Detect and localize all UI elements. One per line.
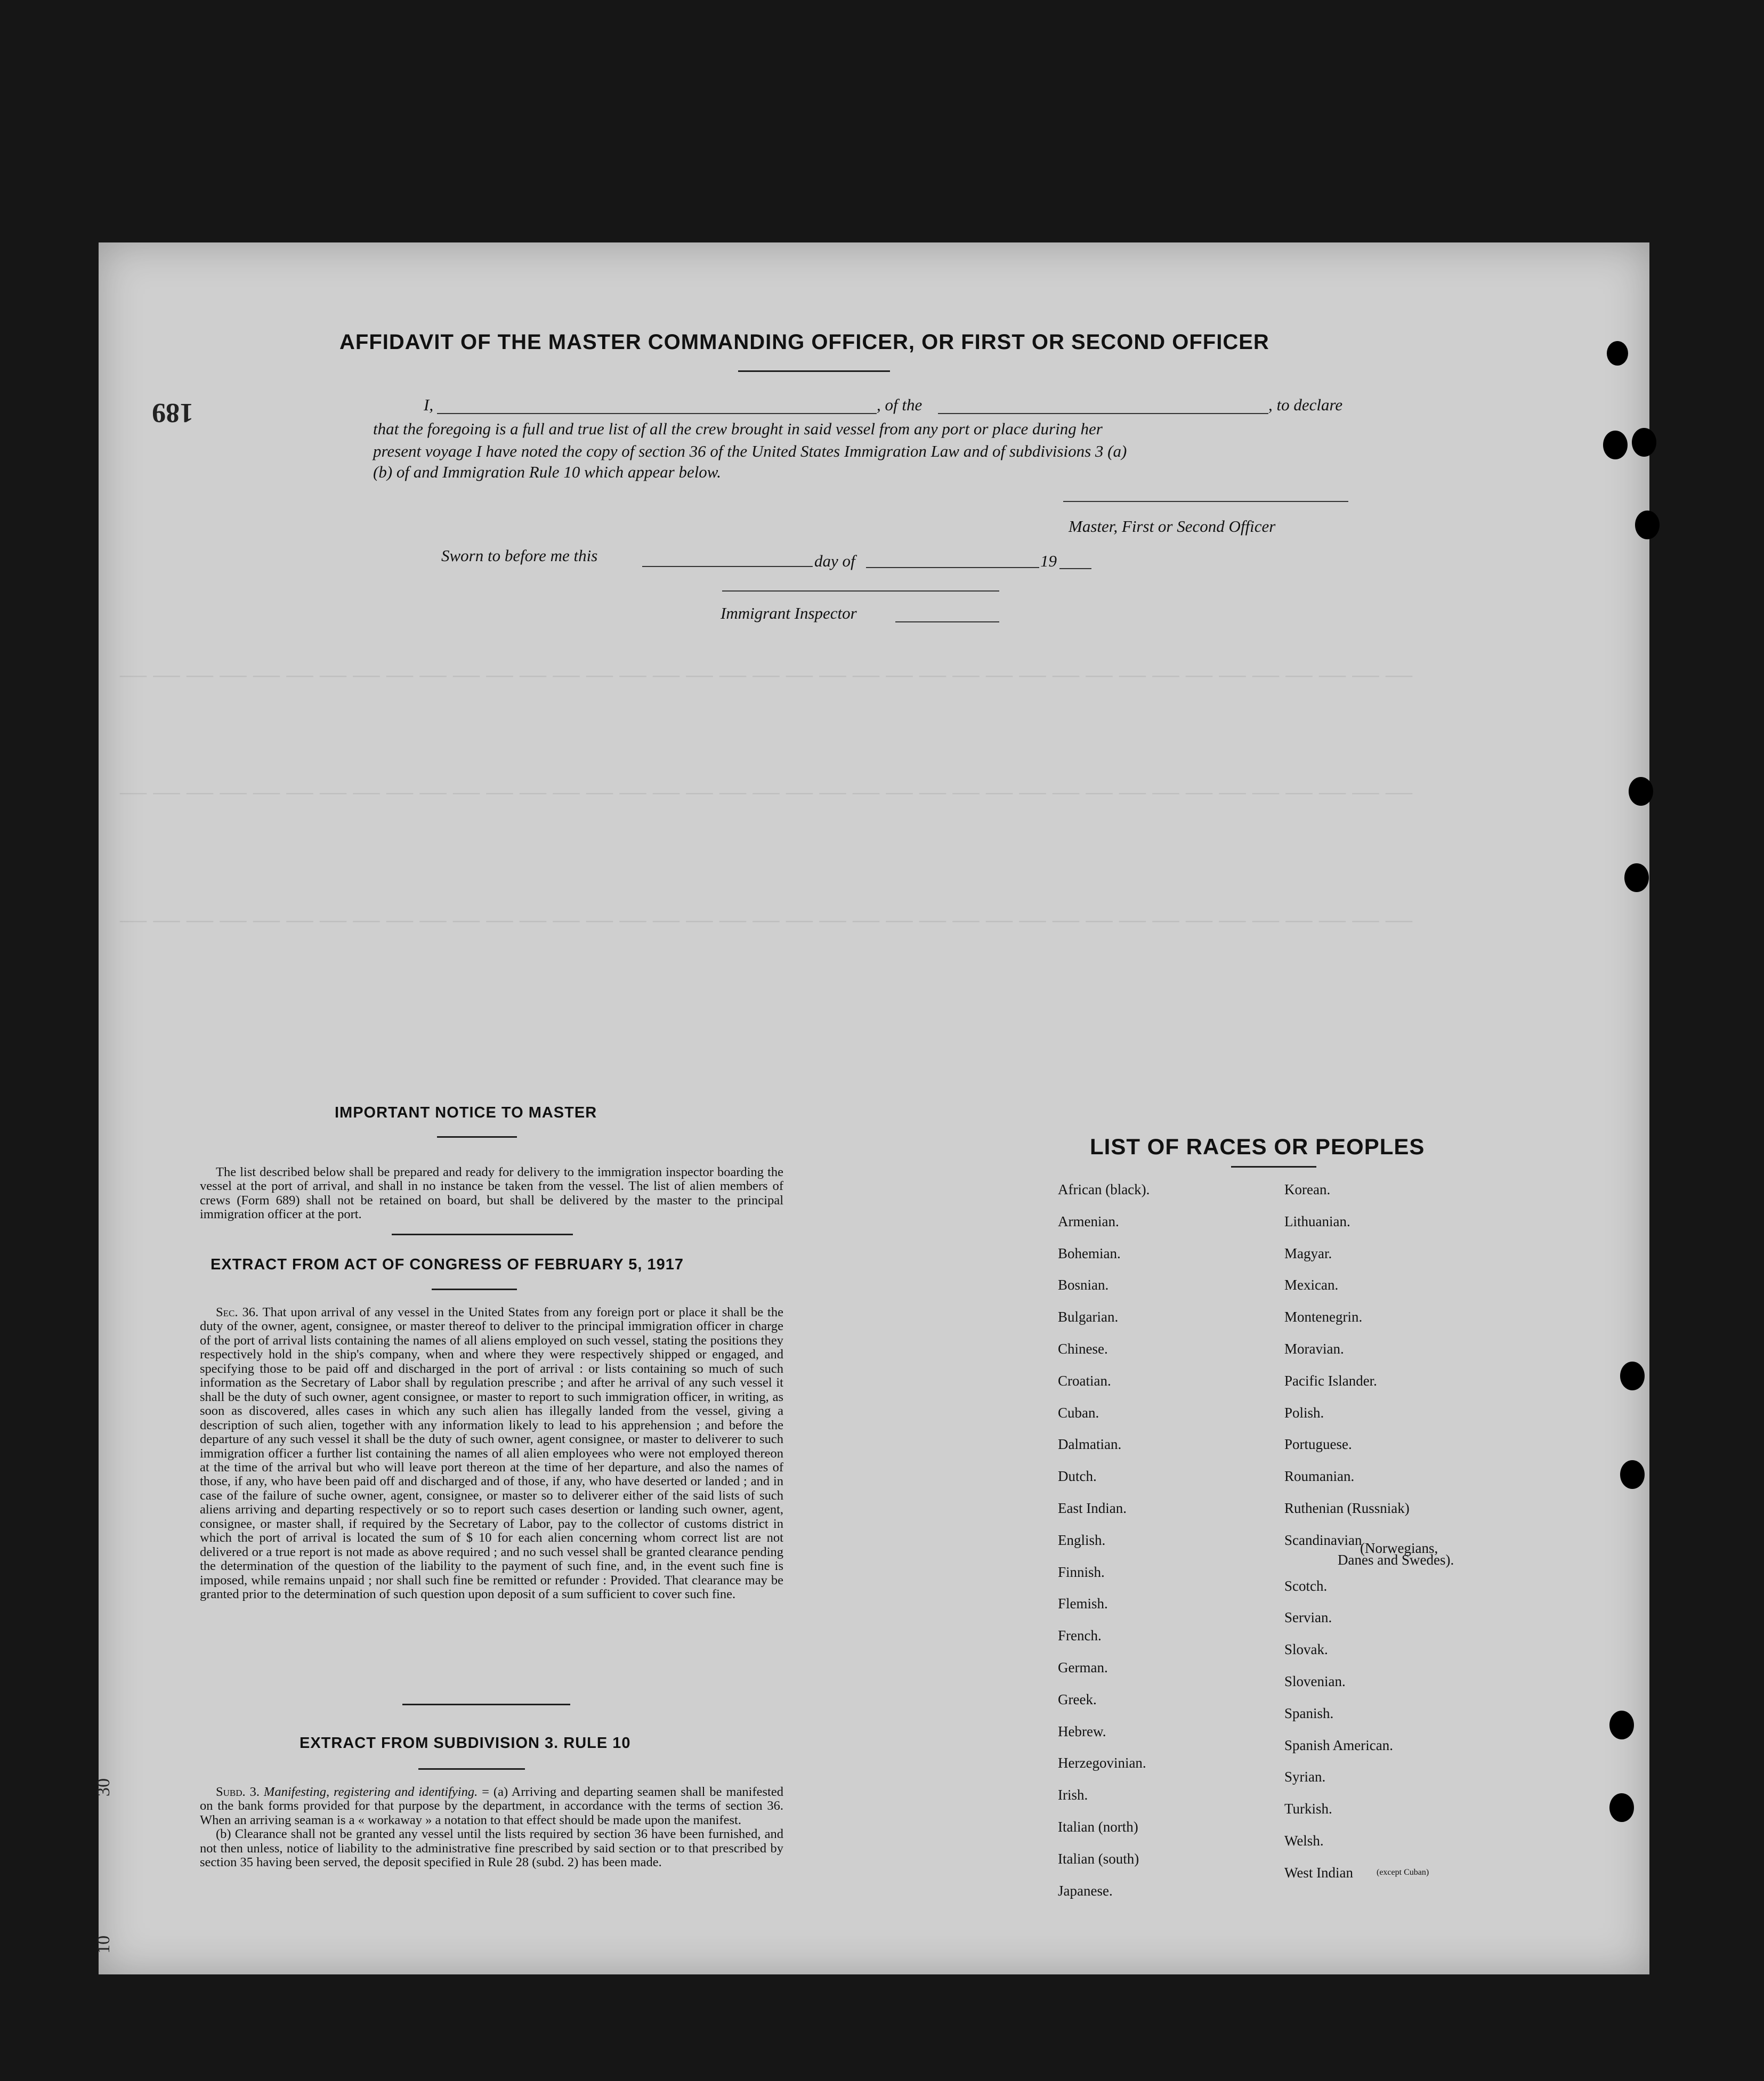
notice-text: The list described below shall be prepared and ready for delivery to the immigration inspector boarding the vessel at the port of arrival, and shall in no instance be taken from the vessel. The list of alien members of crews (Form 689) shall not be retained on board, but shall be delivered by the master to the principal immigration officer at the port. [200,1165,783,1222]
race-item: Scotch. [1284,1577,1328,1594]
affidavit-title: AFFIDAVIT OF THE MASTER COMMANDING OFFICER, OR FIRST OR SECOND OFFICER [339,330,1269,354]
punch-hole [1620,1362,1645,1390]
race-item: Bohemian. [1058,1245,1121,1261]
sworn-label: Sworn to before me this [441,546,598,565]
rule-extract-body [200,1785,783,1870]
race-item: Scandinavian [1284,1532,1362,1548]
race-item: Italian (north) [1058,1819,1138,1835]
punch-hole [1607,341,1628,366]
race-item: Servian. [1284,1609,1332,1626]
notice-divider [392,1234,573,1235]
race-item: East Indian. [1058,1500,1127,1516]
punch-hole [1629,777,1653,806]
race-item: Turkish. [1284,1801,1332,1817]
race-item: Chinese. [1058,1341,1108,1357]
left-margin-stamp: 189 [152,398,193,428]
race-item: Japanese. [1058,1882,1113,1899]
race-item: Pacific Islander. [1284,1372,1377,1389]
rule-subd-heading: Manifesting, registering and identifying. [263,1785,478,1799]
officer-signature-line[interactable] [1063,485,1348,502]
act-extract-body [200,1306,783,1602]
rule-para-a [200,1785,783,1827]
title-underline [738,370,890,372]
scandinavian-note-2: Danes and Swedes). [1338,1552,1454,1568]
sworn-year-field[interactable] [1059,554,1091,569]
year-prefix: 19 [1040,552,1057,570]
race-item: Syrian. [1284,1769,1326,1785]
race-item: Croatian. [1058,1372,1111,1389]
punch-hole [1609,1793,1634,1822]
race-item: Korean. [1284,1181,1331,1197]
document-page [99,242,1649,1974]
punch-hole [1624,863,1649,892]
vessel-name-field[interactable] [938,397,1268,414]
race-item: Bulgarian. [1058,1309,1119,1325]
inspector-signature-line[interactable] [722,574,999,592]
race-item: Spanish American. [1284,1737,1393,1753]
race-item: Polish. [1284,1404,1324,1421]
race-item: West Indian [1284,1864,1354,1881]
sworn-month-field[interactable] [866,549,1039,568]
affidavit-body-line-3: (b) of and Immigration Rule 10 which appear below. [373,463,721,481]
race-item: Spanish. [1284,1705,1334,1721]
punch-hole [1635,511,1660,539]
race-item: Mexican. [1284,1277,1339,1293]
race-item: Dalmatian. [1058,1436,1122,1453]
affidavit-i: I, [424,395,434,414]
race-item: Magyar. [1284,1245,1332,1261]
race-item: Greek. [1058,1691,1097,1707]
races-underline [1231,1166,1316,1168]
race-item: Armenian. [1058,1213,1119,1229]
race-item: Italian (south) [1058,1850,1139,1867]
act-sec-text: That upon arrival of any vessel in the United States from any foreign port or place it shall be the duty of the owner, agent, consignee, or master thereof to deliver to the principal immigration officer in charge of the port of arrival lists containing the names of all aliens employed on such vessel, stating the positions they respectively hold in the ship's company, when and where they were respectively shipped or engaged, and specifying those to be paid off and discharged in the port of arrival : or lists containing so much of such information as the Secretary of Labor shall by regulation prescribe ; and after he arrival of any such vessel it shall be the duty of such owner, agent consignee, or master to report to such immigration officer, in writing, as soon as discovered, alles cases in which any such alien has illegally landed from the vessel, giving a description of such alien, together with any information likely to lead to his apprehension ; and before the departure of any such vessel it shall be the duty of such owner, agent consignee, or master to deliverer to such immigration officer a further list containing the names of all alien employees who were not employed thereon at the time of the arrival but who will leave port thereon at the time of her departure, and also the names of those, if any, who have been paid off and discharged and of those, if any, who have deserted or landed ; and in case of the failure of suche owner, agent, consignee, or master so to deliverer either of the said lists of such aliens arriving and departing respectively or so to report such cases desertion or landing such owner, agent, consignee, or master shall, if required by the Secretary of Labor, pay to the collector of customs district in which the port of arrival is located the sum of $ 10 for each alien concerning whom correct list are not delivered or a true report is not made as above required ; and no such vessel shall be granted clearance pending the determination of the question of the liability to the payment of such fine, and, in the event such fine is imposed, while remains unpaid ; nor shall such fine be remitted or refunder : Provided. That clearance may be granted prior to the determination of such question upon deposit of a sum sufficient to cover such fine. [200,1305,783,1602]
race-item: German. [1058,1659,1108,1675]
punch-hole [1632,428,1656,457]
races-title: LIST OF RACES OR PEOPLES [1090,1134,1425,1159]
race-item: English. [1058,1532,1106,1548]
race-item: Welsh. [1284,1832,1324,1849]
race-item: Lithuanian. [1284,1213,1350,1229]
race-item: Flemish. [1058,1596,1108,1612]
sworn-day-field[interactable] [642,548,813,567]
race-item: Slovenian. [1284,1673,1346,1689]
notice-title: IMPORTANT NOTICE TO MASTER [335,1104,597,1121]
act-sec-label: Sec. 36. [216,1305,259,1319]
master-name-field[interactable] [437,397,877,414]
scandinavian-note-1: (Norwegians, [1360,1540,1438,1556]
affidavit-to-declare: , to declare [1268,395,1343,414]
act-extract-title: EXTRACT FROM ACT OF CONGRESS OF FEBRUARY 5, 1917 [211,1256,684,1273]
rule-extract-title: EXTRACT FROM SUBDIVISION 3. RULE 10 [300,1735,631,1752]
affidavit-body-line-1: that the foregoing is a full and true list of all the crew brought in said vessel from any port or place during her [373,419,1103,438]
race-item: Portuguese. [1284,1436,1352,1453]
west-indian-note: (except Cuban) [1377,1867,1429,1877]
officer-label: Master, First or Second Officer [1069,517,1276,536]
bleed-through-text: — — — — — — — — — — — — — — — — — — — — — — — — — — — — — — — — — — — — — — — [120,776,1412,806]
race-item: French. [1058,1627,1102,1644]
left-margin-number: 30 [94,1778,114,1796]
rule-para-a-text: = (a) Arriving and departing seamen shall be manifested on the bank forms provided for that purpose by the department, in accordance with the terms of section 36. When an arriving seaman is a « workaway » a notation to that effect should be made upon the manifest. [200,1785,783,1827]
affidavit-body-line-2: present voyage I have noted the copy of section 36 of the United States Immigration Law and of subdivisions 3 (a) [373,442,1127,460]
act-extract-divider [402,1704,570,1705]
bleed-through-text: — — — — — — — — — — — — — — — — — — — — — — — — — — — — — — — — — — — — — — — [120,904,1412,934]
punch-hole [1609,1711,1634,1739]
inspector-label: Immigrant Inspector [721,604,857,622]
punch-hole [1620,1460,1645,1489]
punch-hole [1603,431,1628,459]
race-item: Ruthenian (Russniak) [1284,1500,1410,1516]
race-item: Dutch. [1058,1468,1097,1485]
race-item: Irish. [1058,1787,1088,1803]
bleed-through-text: — — — — — — — — — — — — — — — — — — — — — — — — — — — — — — — — — — — — — — — [120,659,1412,689]
notice-underline [437,1136,517,1138]
race-item: Moravian. [1284,1341,1344,1357]
rule-extract-underline [418,1768,525,1770]
race-item: Cuban. [1058,1404,1099,1421]
rule-subd-label: Subd. 3. [216,1785,260,1799]
race-item: Finnish. [1058,1564,1105,1580]
act-extract-underline [432,1289,517,1290]
inspector-name-field[interactable] [895,608,999,622]
day-of-label: day of [814,552,855,570]
race-item: Roumanian. [1284,1468,1355,1485]
race-item: Slovak. [1284,1641,1328,1658]
race-item: Montenegrin. [1284,1309,1363,1325]
race-item: Bosnian. [1058,1277,1109,1293]
race-item: Herzegovinian. [1058,1755,1146,1771]
race-item: African (black). [1058,1181,1150,1197]
race-item: Hebrew. [1058,1723,1106,1739]
affidavit-of-the: , of the [877,395,923,414]
left-margin-number: 10 [94,1936,114,1954]
rule-para-b: (b) Clearance shall not be granted any vessel until the lists required by section 36 have been furnished, and not then unless, notice of liability to the administrative fine prescribed by said section or to that prescribed by section 35 having been served, the deposit specified in Rule 28 (subd. 2) has been made. [200,1827,783,1870]
